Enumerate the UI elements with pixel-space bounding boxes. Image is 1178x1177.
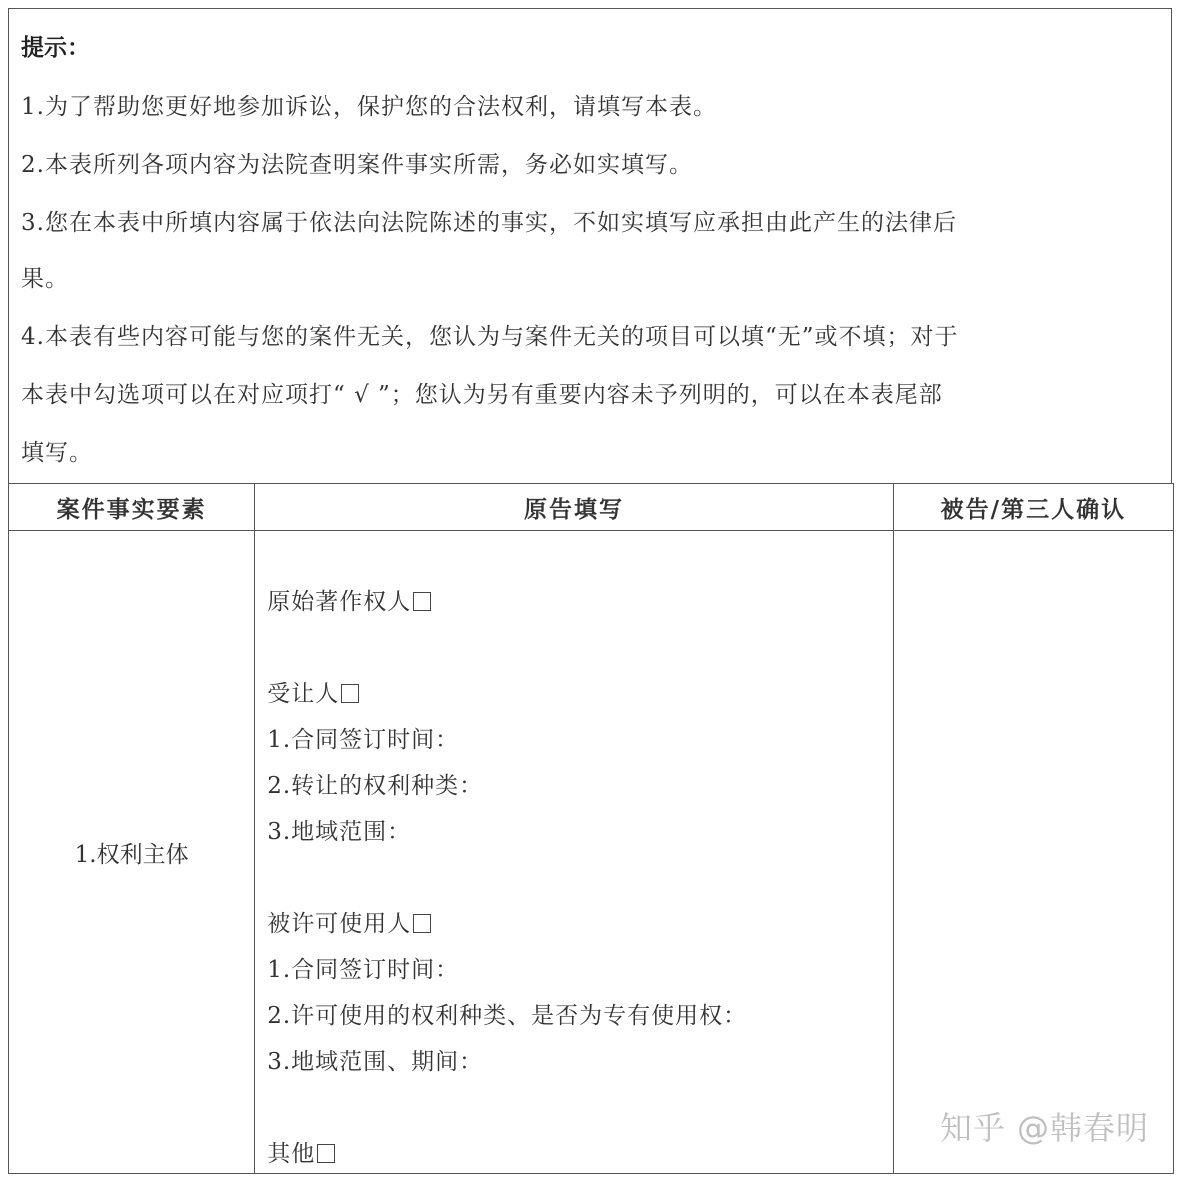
defendant-confirm-cell[interactable] — [893, 531, 1173, 1174]
header-defendant-confirm: 被告/第三人确认 — [893, 484, 1173, 531]
option-label: 原始著作权人 — [267, 589, 412, 615]
checkbox-icon[interactable] — [341, 684, 359, 703]
option-label: 受让人 — [267, 681, 340, 707]
watermark-logo: 知乎 @韩春明 — [939, 1109, 1149, 1147]
licensee-item-1: 1.合同签订时间： — [267, 957, 460, 983]
checkbox-icon[interactable] — [413, 592, 431, 611]
notice-line-3-cont: 果。 — [21, 266, 69, 292]
notice-title: 提示： — [21, 35, 90, 61]
case-facts-table — [8, 483, 1174, 1174]
checkbox-icon[interactable] — [317, 1144, 335, 1163]
option-original-author[interactable] — [267, 583, 431, 616]
option-assignee[interactable] — [267, 675, 359, 708]
table-row — [9, 531, 1174, 1174]
notice-box — [8, 8, 1172, 484]
element-rights-holder: 1.权利主体 — [9, 531, 255, 1174]
licensee-item-3: 3.地域范围、期间： — [267, 1049, 484, 1075]
header-plaintiff-fill: 原告填写 — [255, 484, 894, 531]
licensee-item-2: 2.许可使用的权利种类、是否为专有使用权： — [267, 1003, 748, 1029]
notice-line-2: 2.本表所列各项内容为法院查明案件事实所需，务必如实填写。 — [21, 152, 693, 178]
notice-line-4-cont2: 填写。 — [21, 440, 93, 466]
assignee-item-3: 3.地域范围： — [267, 819, 412, 845]
assignee-item-1: 1.合同签订时间： — [267, 727, 460, 753]
table-header-row — [9, 484, 1174, 531]
option-label: 其他 — [267, 1141, 316, 1167]
option-other[interactable] — [267, 1135, 335, 1168]
option-label: 被许可使用人 — [267, 911, 412, 937]
header-case-element: 案件事实要素 — [9, 484, 255, 531]
notice-line-1: 1.为了帮助您更好地参加诉讼，保护您的合法权利，请填写本表。 — [21, 94, 717, 120]
plaintiff-fill-cell[interactable] — [255, 531, 894, 1174]
notice-line-3: 3.您在本表中所填内容属于依法向法院陈述的事实，不如实填写应承担由此产生的法律后 — [21, 210, 957, 236]
notice-line-4: 4.本表有些内容可能与您的案件无关，您认为与案件无关的项目可以填“无”或不填；对于 — [21, 324, 959, 350]
checkbox-icon[interactable] — [413, 914, 431, 933]
notice-line-4-cont: 本表中勾选项可以在对应项打“ √ ”；您认为另有重要内容未予列明的，可以在本表尾部 — [21, 382, 943, 408]
assignee-item-2: 2.转让的权利种类： — [267, 773, 484, 799]
option-licensee[interactable] — [267, 905, 431, 938]
